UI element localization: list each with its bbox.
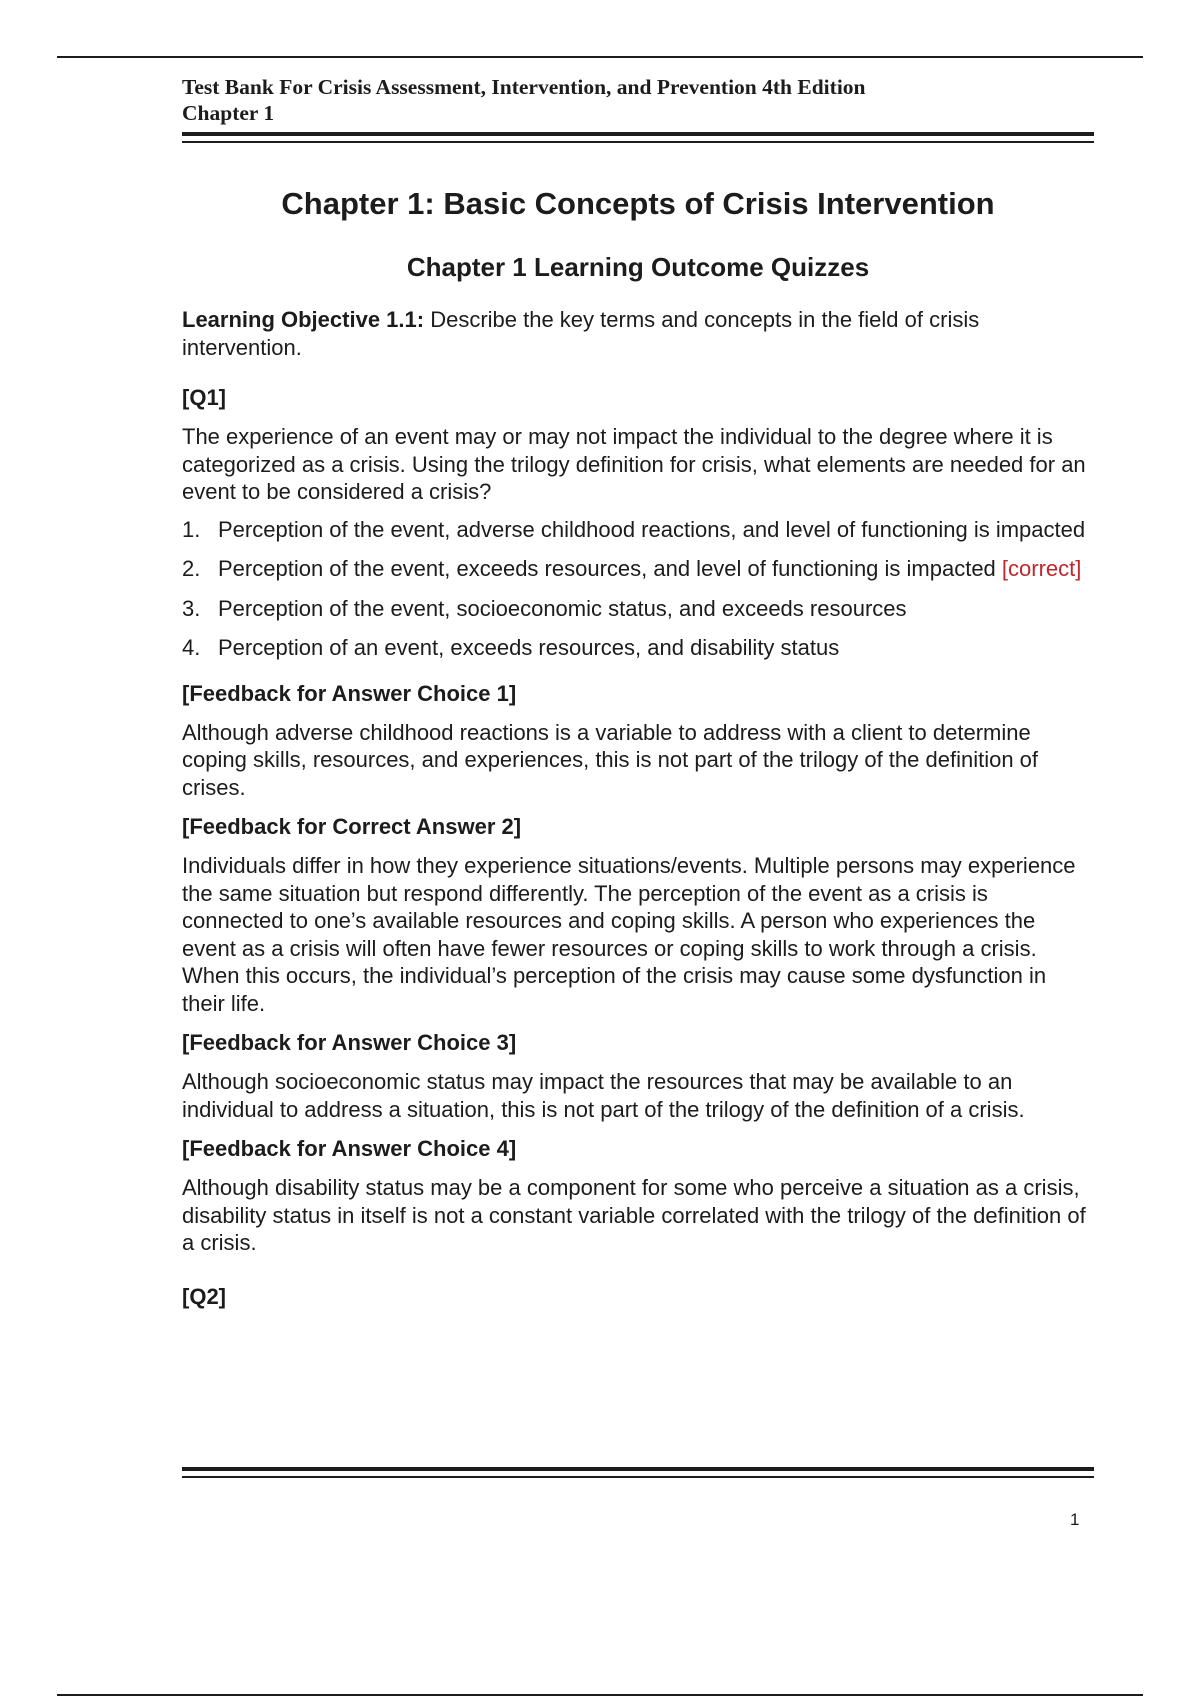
page-number: 1	[1070, 1510, 1080, 1529]
page-top-rule	[57, 56, 1143, 58]
page-bottom-rule	[57, 1694, 1143, 1696]
feedback-text: Although disability status may be a component for some who perceive a situation as a crisis, disability status in itself is not a constant variable correlated with the trilogy of the definition of a crisis.	[182, 1175, 1086, 1255]
question-label: [Q2]	[182, 1283, 226, 1309]
feedback-heading: [Feedback for Answer Choice 3]	[182, 1030, 517, 1055]
question-label: [Q1]	[182, 385, 226, 410]
footer-double-rule	[182, 1467, 1094, 1478]
choice-number: 2.	[182, 556, 201, 581]
answer-choice	[182, 516, 1094, 544]
answer-choice	[182, 634, 1094, 662]
choice-text: Perception of the event, exceeds resources, and level of functioning is impacted	[218, 556, 1002, 581]
chapter-title: Chapter 1: Basic Concepts of Crisis Intervention	[281, 186, 995, 221]
section-title: Chapter 1 Learning Outcome Quizzes	[406, 252, 870, 282]
correct-tag: [correct]	[1001, 556, 1082, 581]
header-double-rule	[182, 132, 1094, 143]
choice-text: Perception of the event, adverse childhood reactions, and level of functioning is impacted	[218, 516, 1086, 542]
choice-text: Perception of the event, socioeconomic status, and exceeds resources	[218, 595, 907, 621]
learning-objective	[182, 306, 1094, 361]
header-title: Test Bank For Crisis Assessment, Intervention, and Prevention 4th Edition	[182, 75, 866, 99]
answer-choices	[182, 516, 1094, 662]
choice-number: 4.	[182, 635, 201, 660]
answer-choice	[182, 595, 1094, 623]
objective-text: Describe the key terms and concepts in the field of crisis intervention.	[182, 307, 980, 360]
running-header	[182, 74, 1094, 126]
feedback-heading: [Feedback for Correct Answer 2]	[182, 814, 522, 839]
question-text: The experience of an event may or may not impact the individual to the degree where it is categorized as a crisis. Using the trilogy definition for crisis, what elements are needed for an event to be considered a crisis?	[182, 424, 1086, 504]
header-chapter: Chapter 1	[182, 101, 275, 125]
feedback-heading: [Feedback for Answer Choice 4]	[182, 1136, 517, 1161]
objective-label: Learning Objective 1.1:	[182, 307, 425, 332]
feedback-text: Although socioeconomic status may impact the resources that may be available to an individual to address a situation, this is not part of the trilogy of the definition of a crisis.	[182, 1069, 1025, 1122]
document-page	[182, 74, 1094, 1310]
feedback-text: Individuals differ in how they experience situations/events. Multiple persons may experience the same situation but respond differently. The perception of the event as a crisis is connected to one’s available resources and coping skills. A person who experiences the event as a crisis will often have fewer resources or coping skills to work through a crisis. When this occurs, the individual’s perception of the crisis may cause some dysfunction in their life.	[182, 853, 1076, 1016]
choice-number: 3.	[182, 595, 201, 621]
feedback-heading: [Feedback for Answer Choice 1]	[182, 680, 517, 706]
choice-number: 1.	[182, 516, 201, 542]
choice-text: Perception of an event, exceeds resources, and disability status	[218, 635, 840, 660]
answer-choice	[182, 555, 1094, 583]
feedback-text: Although adverse childhood reactions is a variable to address with a client to determine coping skills, resources, and experiences, this is not part of the trilogy of the definition of crises.	[182, 719, 1039, 800]
